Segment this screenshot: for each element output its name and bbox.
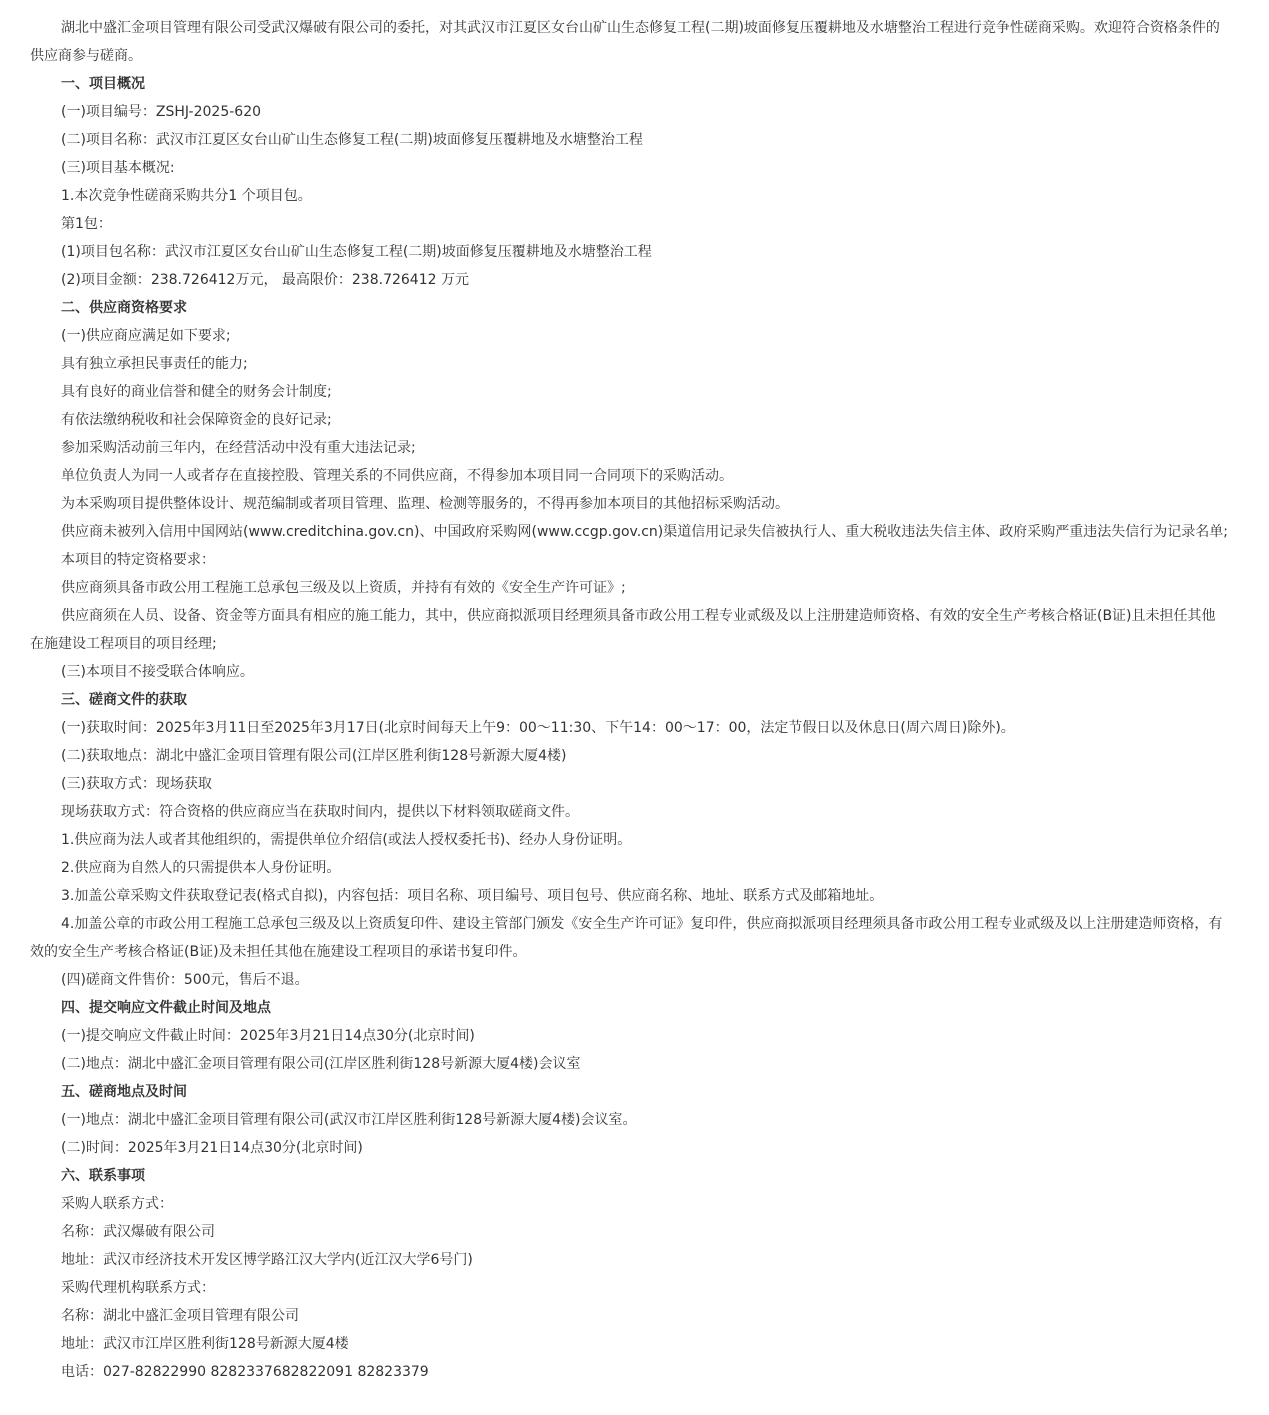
paragraph: (一)项目编号：ZSHJ-2025-620 [61,104,262,120]
paragraph: 供应商未被列入信用中国网站(www.creditchina.gov.cn)、中国政府采购网(www.ccgp.gov.cn)渠道信用记录失信被执行人、重大税收违法失信主体、政府采购严重违法失信行为记录名单; [61,524,1228,540]
paragraph: 2.供应商为自然人的只需提供本人身份证明。 [61,860,341,876]
paragraph: 采购人联系方式： [61,1196,173,1212]
paragraph: 地址：武汉市经济技术开发区博学路江汉大学内(近江汉大学6号门) [61,1252,473,1268]
paragraph: (一)提交响应文件截止时间：2025年3月21日14点30分(北京时间) [61,1028,475,1044]
section-heading: 三、磋商文件的获取 [61,692,187,708]
paragraph: 现场获取方式：符合资格的供应商应当在获取时间内，提供以下材料领取磋商文件。 [61,804,579,820]
paragraph: (2)项目金额：238.726412万元， 最高限价：238.726412 万元 [61,272,469,288]
paragraph: (一)供应商应满足如下要求; [61,328,231,344]
section-heading: 四、提交响应文件截止时间及地点 [61,1000,271,1016]
section-heading: 一、项目概况 [61,76,145,92]
paragraph: (一)获取时间：2025年3月11日至2025年3月17日(北京时间每天上午9：00～11:30、下午14：00～17：00，法定节假日以及休息日(周六周日)除外)。 [61,720,1015,736]
paragraph: 具有独立承担民事责任的能力; [61,356,248,372]
paragraph: 单位负责人为同一人或者存在直接控股、管理关系的不同供应商，不得参加本项目同一合同项下的采购活动。 [61,468,733,484]
paragraph: 名称：湖北中盛汇金项目管理有限公司 [61,1308,299,1324]
paragraph: 名称：武汉爆破有限公司 [61,1224,215,1240]
paragraph: 本项目的特定资格要求： [61,552,215,568]
paragraph: 具有良好的商业信誉和健全的财务会计制度; [61,384,332,400]
paragraph: 为本采购项目提供整体设计、规范编制或者项目管理、监理、检测等服务的，不得再参加本项目的其他招标采购活动。 [61,496,789,512]
paragraph: 3.加盖公章采购文件获取登记表(格式自拟)，内容包括：项目名称、项目编号、项目包号、供应商名称、地址、联系方式及邮箱地址。 [61,888,884,904]
paragraph: (1)项目包名称：武汉市江夏区女台山矿山生态修复工程(二期)坡面修复压覆耕地及水塘整治工程 [61,244,652,260]
paragraph: 有依法缴纳税收和社会保障资金的良好记录; [61,412,332,428]
paragraph: (一)地点：湖北中盛汇金项目管理有限公司(武汉市江岸区胜利街128号新源大厦4楼)会议室。 [61,1112,637,1128]
paragraph: 供应商须在人员、设备、资金等方面具有相应的施工能力，其中，供应商拟派项目经理须具备市政公用工程专业贰级及以上注册建造师资格、有效的安全生产考核合格证(B证)且未担任其他在施建设工程项目的项目经理; [30,608,1216,652]
paragraph: (二)地点：湖北中盛汇金项目管理有限公司(江岸区胜利街128号新源大厦4楼)会议室 [61,1056,581,1072]
section-heading: 六、联系事项 [61,1168,145,1184]
paragraph: (二)获取地点：湖北中盛汇金项目管理有限公司(江岸区胜利街128号新源大厦4楼) [61,748,567,764]
section-heading: 五、磋商地点及时间 [61,1084,187,1100]
paragraph: 采购代理机构联系方式： [61,1280,215,1296]
paragraph: (三)获取方式：现场获取 [61,776,212,792]
paragraph: 电话：027-82822990 8282337682822091 82823379 [61,1364,429,1380]
paragraph: 参加采购活动前三年内，在经营活动中没有重大违法记录; [61,440,416,456]
paragraph: 4.加盖公章的市政公用工程施工总承包三级及以上资质复印件、建设主管部门颁发《安全生产许可证》复印件，供应商拟派项目经理须具备市政公用工程专业贰级及以上注册建造师资格，有效的安全生产考核合格证(B证)及未担任其他在施建设工程项目的承诺书复印件。 [30,916,1223,960]
paragraph: (三)本项目不接受联合体响应。 [61,664,254,680]
paragraph: (三)项目基本概况: [61,160,175,176]
paragraph: 1.供应商为法人或者其他组织的，需提供单位介绍信(或法人授权委托书)、经办人身份证明。 [61,832,632,848]
paragraph: (二)时间：2025年3月21日14点30分(北京时间) [61,1140,363,1156]
section-heading: 二、供应商资格要求 [61,300,187,316]
paragraph: 地址：武汉市江岸区胜利街128号新源大厦4楼 [61,1336,349,1352]
paragraph: 湖北中盛汇金项目管理有限公司受武汉爆破有限公司的委托，对其武汉市江夏区女台山矿山生态修复工程(二期)坡面修复压覆耕地及水塘整治工程进行竞争性磋商采购。欢迎符合资格条件的供应商参与磋商。 [30,20,1220,64]
paragraph: (二)项目名称：武汉市江夏区女台山矿山生态修复工程(二期)坡面修复压覆耕地及水塘整治工程 [61,132,643,148]
paragraph: 第1包： [61,216,112,232]
paragraph: (四)磋商文件售价：500元，售后不退。 [61,972,309,988]
paragraph: 供应商须具备市政公用工程施工总承包三级及以上资质，并持有有效的《安全生产许可证》; [61,580,626,596]
paragraph: 1.本次竞争性磋商采购共分1 个项目包。 [61,188,312,204]
